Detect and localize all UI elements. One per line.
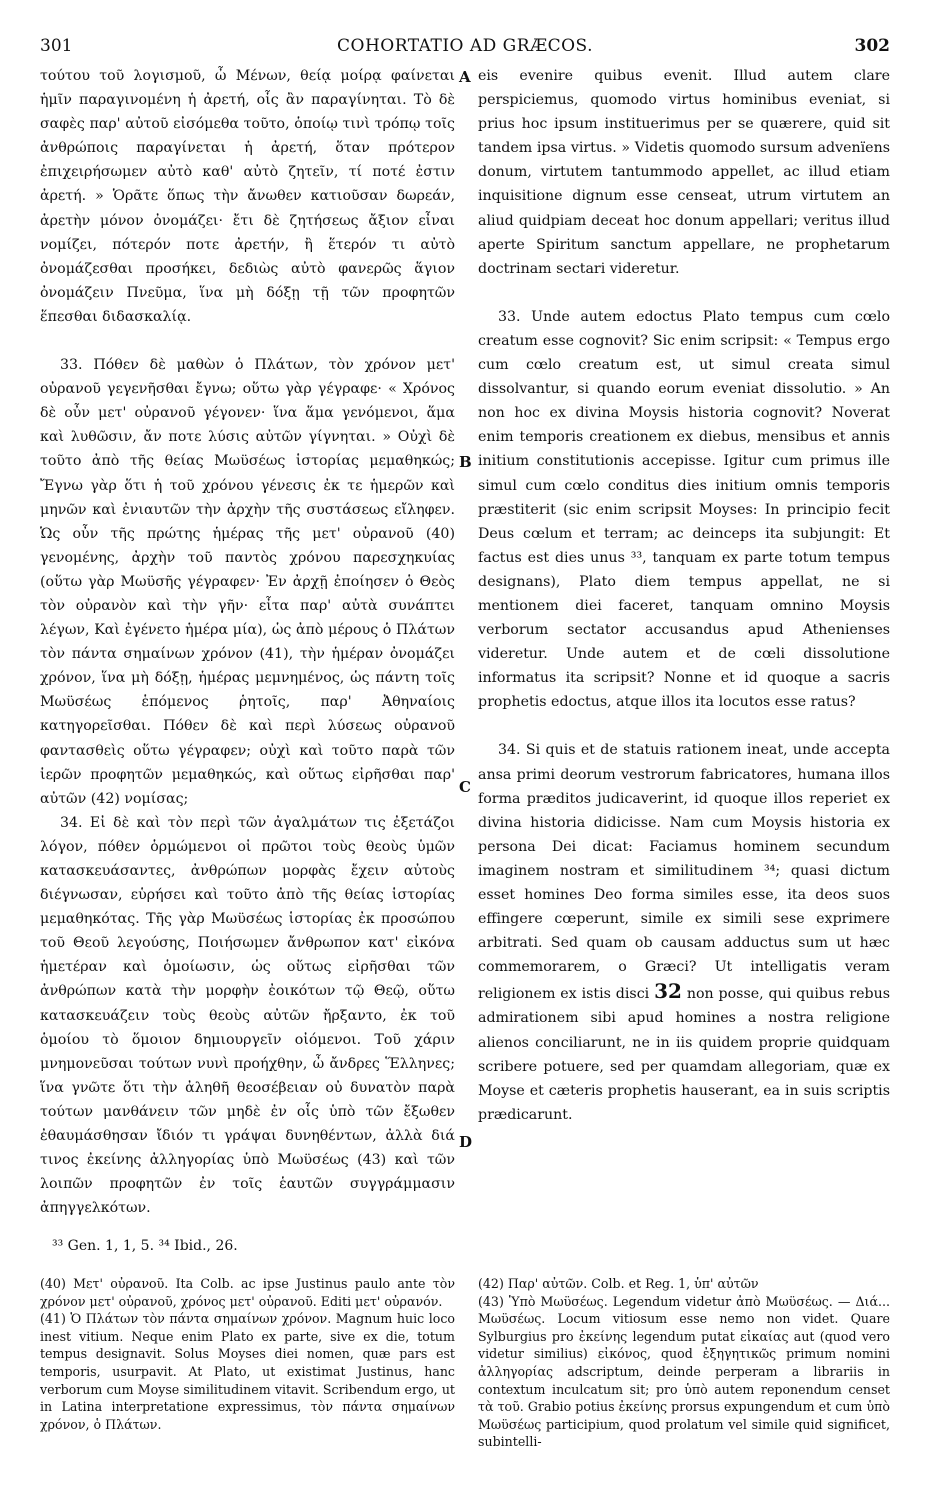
greek-paragraph-34: 34. Εἰ δὲ καὶ τὸν περὶ τῶν ἀγαλμάτων τις ἐξετάζοι λόγον, πόθεν ὁρμώμενοι οἱ πρῶτοι τοὺς θεοὺς ὑμῶν κατασκευάσαντες, ἀνθρώπων μορφὰς ἔχειν αὐτοὺς διέγνωσαν, εὑρήσει καὶ τοῦτο ἀπὸ τῆς θείας ἱστορίας μεμαθηκότας. Τῆς γὰρ Μωϋσέως ἱστορίας ἐκ προσώπου τοῦ Θεοῦ λεγούσης, Ποιήσωμεν ἄνθρωπον κατ' εἰκόνα ἡμετέραν καὶ ὁμοίωσιν, ὡς οὕτως εἰρῆσθαι τῶν ἀνθρώπων κατὰ τὴν μορφὴν ἐοικότων τῷ Θεῷ, οὕτω κατασκευάζειν τοὺς θεοὺς αὐτῶν ἤρξαντο, ἐκ τοῦ ὁμοίου τὸ ὅμοιον δημιουργεῖν οἰόμενοι. Τοῦ χάριν μνημονεῦσαι τούτων νυνὶ προήχθην, ὦ ἄνδρες Ἕλληνες; ἵνα γνῶτε ὅτι τὴν ἀληθῆ θεοσέβειαν οὐ δυνατὸν παρὰ τούτων μανθάνειν τῶν μηδὲ ἐν οἷς ὑπὸ τῶν ἔξωθεν ἐθαυμάσθησαν ἴδιόν τι γράψαι δυνηθέντων, ἀλλὰ διά τινος ἐκείνης ἀλληγορίας ὑπὸ Μωϋσέως (43) καὶ τῶν λοιπῶν προφητῶν ἐν τοῖς ἑαυτῶν συγγράμμασιν ἀπηγγελκότων. <box>40 814 455 1217</box>
note-43: (43) Ὑπὸ Μωϋσέως. Legendum videtur ἀπὸ Μωϋσέως. — Διά... Μωϋσέως. Locum vitiosum esse nemo non videt. Quare Sylburgius pro ἐκείνης legendum putat εἰκαίας aut (quod vero videtur similius) εἰκόνος, quod ἐξηγητικῶς primum nomini ἀλληγορίας adscriptum, deinde perperam a librariis in contextum inculcatum sit; pro ὑπὸ autem reponendum censet τὰ τοῦ. Grabio potius ἐκείνης prorsus expungendum et cum ὑπὸ Μωϋσέως participium, quod prolatum vel simile quid significet, subintelli- <box>478 1293 890 1450</box>
latin-paragraph-34-continued: non posse, qui quibus rebus admirationem sibi apud homines a nostra religione alienos conciliarunt, ne in iis quidem proprie quidquam scribere potuere, sed per quamdam allegoriam, quæ ex Moyse et cæteris prophetis hauserant, ea in suis scriptis prædicarunt. <box>478 986 890 1123</box>
latin-paragraph-1: eis evenire quibus evenit. Illud autem clare perspiciemus, quomodo virtus hominibus eveniat, si prius hoc ipsum instituerimus per se quærere, quid sit tandem ipsa virtus. » Videtis quomodo sursum advenïens donum, virtutem tantummodo appellet, ac illud etiam inquisitione dignum esse censeat, utrum virtutem an aliud quidpiam deceat hoc donum appellari; veritus illud aperte Spiritum sanctum appellare, ne prophetarum doctrinam sectari videretur. <box>478 68 890 277</box>
greek-paragraph-33: 33. Πόθεν δὲ μαθὼν ὁ Πλάτων, τὸν χρόνον μετ' οὐρανοῦ γεγενῆσθαι ἔγνω; οὕτω γὰρ γέγραφε· « Χρόνος δὲ οὖν μετ' οὐρανοῦ γέγονεν· ἵνα ἅμα γενόμενοι, ἅμα καὶ λυθῶσιν, ἄν ποτε λύσις αὐτῶν γίγνηται. » Οὐχὶ δὲ τοῦτο ἀπὸ τῆς θείας Μωϋσέως ἱστορίας μεμαθηκώς; Ἔγνω γὰρ ὅτι ἡ τοῦ χρόνου γένεσις ἐκ τε ἡμερῶν καὶ μηνῶν καὶ ἐνιαυτῶν τὴν ἀρχὴν τῆς συστάσεως εἴληφεν. Ὡς οὖν τῆς πρώτης ἡμέρας τῆς μετ' οὐρανοῦ (40) γενομένης, ἀρχὴν τοῦ παντὸς χρόνου παρεσχηκυίας (οὕτω γὰρ Μωϋσῆς γέγραφεν· Ἐν ἀρχῇ ἐποίησεν ὁ Θεὸς τὸν οὐρανὸν καὶ τὴν γῆν· εἶτα παρ' αὐτὰ συνάπτει λέγων, Καὶ ἐγένετο ἡμέρα μία), ὡς ἀπὸ μέρους ὁ Πλάτων τὸν πάντα σημαίνων χρόνον (41), τὴν ἡμέραν ὀνομάζει χρόνον, ἵνα μὴ δόξῃ, ἡμέρας μεμνημένος, ὡς πάντη τοῖς Μωϋσέως ἑπόμενος ῥητοῖς, παρ' Ἀθηναίοις κατηγορεῖσθαι. Πόθεν δὲ καὶ περὶ λύσεως οὐρανοῦ φαντασθεὶς οὕτω γέγραφεν; οὐχὶ καὶ τοῦτο παρὰ τῶν ἱερῶν προφητῶν μεμαθηκώς, καὶ οὕτως εἰρῆσθαι παρ' αὐτῶν (42) νομίσας; <box>40 357 455 807</box>
notes-left-column <box>40 1275 455 1433</box>
page-number-right: 302 <box>854 36 890 56</box>
margin-marker-d: D <box>459 1133 473 1151</box>
latin-paragraph-34 <box>478 738 890 1127</box>
latin-column <box>478 64 890 1127</box>
page-header <box>40 36 890 60</box>
greek-column <box>40 64 455 1220</box>
note-40: (40) Μετ' οὐρανοῦ. Ita Colb. ac ipse Justinus paulo ante τὸν χρόνον μετ' οὐρανοῦ, χρόνος μετ' οὐρανοῦ. Editi μετ' οὐρανόν. <box>40 1276 455 1309</box>
footnote-references: ³³ Gen. 1, 1, 5. ³⁴ Ibid., 26. <box>52 1238 238 1254</box>
note-41: (41) Ὁ Πλάτων τὸν πάντα σημαίνων χρόνον. Magnum huic loco inest vitium. Neque enim Plato ex parte, sive ex die, totum tempus designavit. Solus Moyses diei nomen, quæ pars est temporis, usurpavit. At Plato, ut existimat Justinus, hanc verborum cum Moyse similitudinem vitavit. Scribendum ergo, ut in Latina interpretatione expressimus, τὸν πάντα σημαίνων χρόνον, ὁ Πλάτων. <box>40 1311 455 1432</box>
note-42: (42) Παρ' αὐτῶν. Colb. et Reg. 1, ὑπ' αὐτῶν <box>478 1276 759 1291</box>
latin-paragraph-33: 33. Unde autem edoctus Plato tempus cum cœlo creatum esse cognovit? Sic enim scripsit: « Tempus ergo cum cœlo creatum est, ut simul creata simul dissolvantur, si quando eorum eveniat dissolutio. » An non hoc ex divina Moysis historia cognovit? Noverat enim temporis creationem ex diebus, mensibus et annis initium constitutionis accepisse. Igitur cum primus ille simul cum cœlo conditus dies initium omnis temporis præstiterit (sic enim scripsit Moyses: In principio fecit Deus cœlum et terram; ac deinceps ita subjungit: Et factus est dies unus ³³, tanquam ex parte totum tempus designans), Plato diem tempus appellat, ne si mentionem diei faceret, tanquam omnino Moysis verborum sectator accusandus apud Athenienses videretur. Unde autem et de cœli dissolutione informatus ita scripsit? Nonne et id quoque a sacris prophetis edoctus, atque illos ita locutos esse ratus? <box>478 308 890 711</box>
notes-right-column <box>478 1275 890 1451</box>
latin-paragraph-34-text: 34. Si quis et de statuis rationem ineat, unde accepta ansa primi deorum vestrorum fabricatores, humana illos forma præditos judicaverint, id quoque illos reperiet ex divina historia didicisse. Nam cum Moysis historia ex persona Dei dicat: Faciamus hominem secundum imaginem nostram et similitudinem ³⁴; quasi dictum esset homines Deo forma similes esse, ita deos suos effingere cœperunt, simile ex simili sese exprimere arbitrati. Sed quam ob causam adductus sum ut hæc commemorarem, o Græci? Ut intelligatis veram religionem ex istis disci <box>478 742 890 1003</box>
margin-marker-b: B <box>459 453 472 471</box>
margin-marker-c: C <box>459 778 471 796</box>
section-number: 32 <box>654 979 682 1004</box>
greek-paragraph-1: τούτου τοῦ λογισμοῦ, ὦ Μένων, θείᾳ μοίρᾳ φαίνεται ἡμῖν παραγινομένη ἡ ἀρετή, οἷς ἂν παραγίνηται. Τὸ δὲ σαφὲς παρ' αὐτοῦ εἰσόμεθα τοῦτο, ὁποίῳ τινὶ τρόπῳ τοῖς ἀνθρώποις παραγίνεται ἡ ἀρετή, ὅταν πρότερον ἐπιχειρήσωμεν αὐτὸ καθ' αὐτὸ ζητεῖν, τί ποτέ ἐστιν ἀρετή. » Ὁρᾶτε ὅπως τὴν ἄνωθεν κατιοῦσαν δωρεάν, ἀρετὴν μόνον ὀνομάζει· ἔτι δὲ ζητήσεως ἄξιον εἶναι νομίζει, πότερόν ποτε ἀρετήν, ἢ ἕτερόν τι αὐτὸ ὀνομάζεσθαι προσήκει, δεδιὼς αὐτὸ φανερῶς ἅγιον ὀνομάζειν Πνεῦμα, ἵνα μὴ δόξῃ τῇ τῶν προφητῶν ἕπεσθαι διδασκαλίᾳ. <box>40 68 455 325</box>
running-title: COHORTATIO AD GRÆCOS. <box>337 36 593 56</box>
margin-marker-a: A <box>459 68 471 86</box>
page-number-left: 301 <box>40 36 73 56</box>
